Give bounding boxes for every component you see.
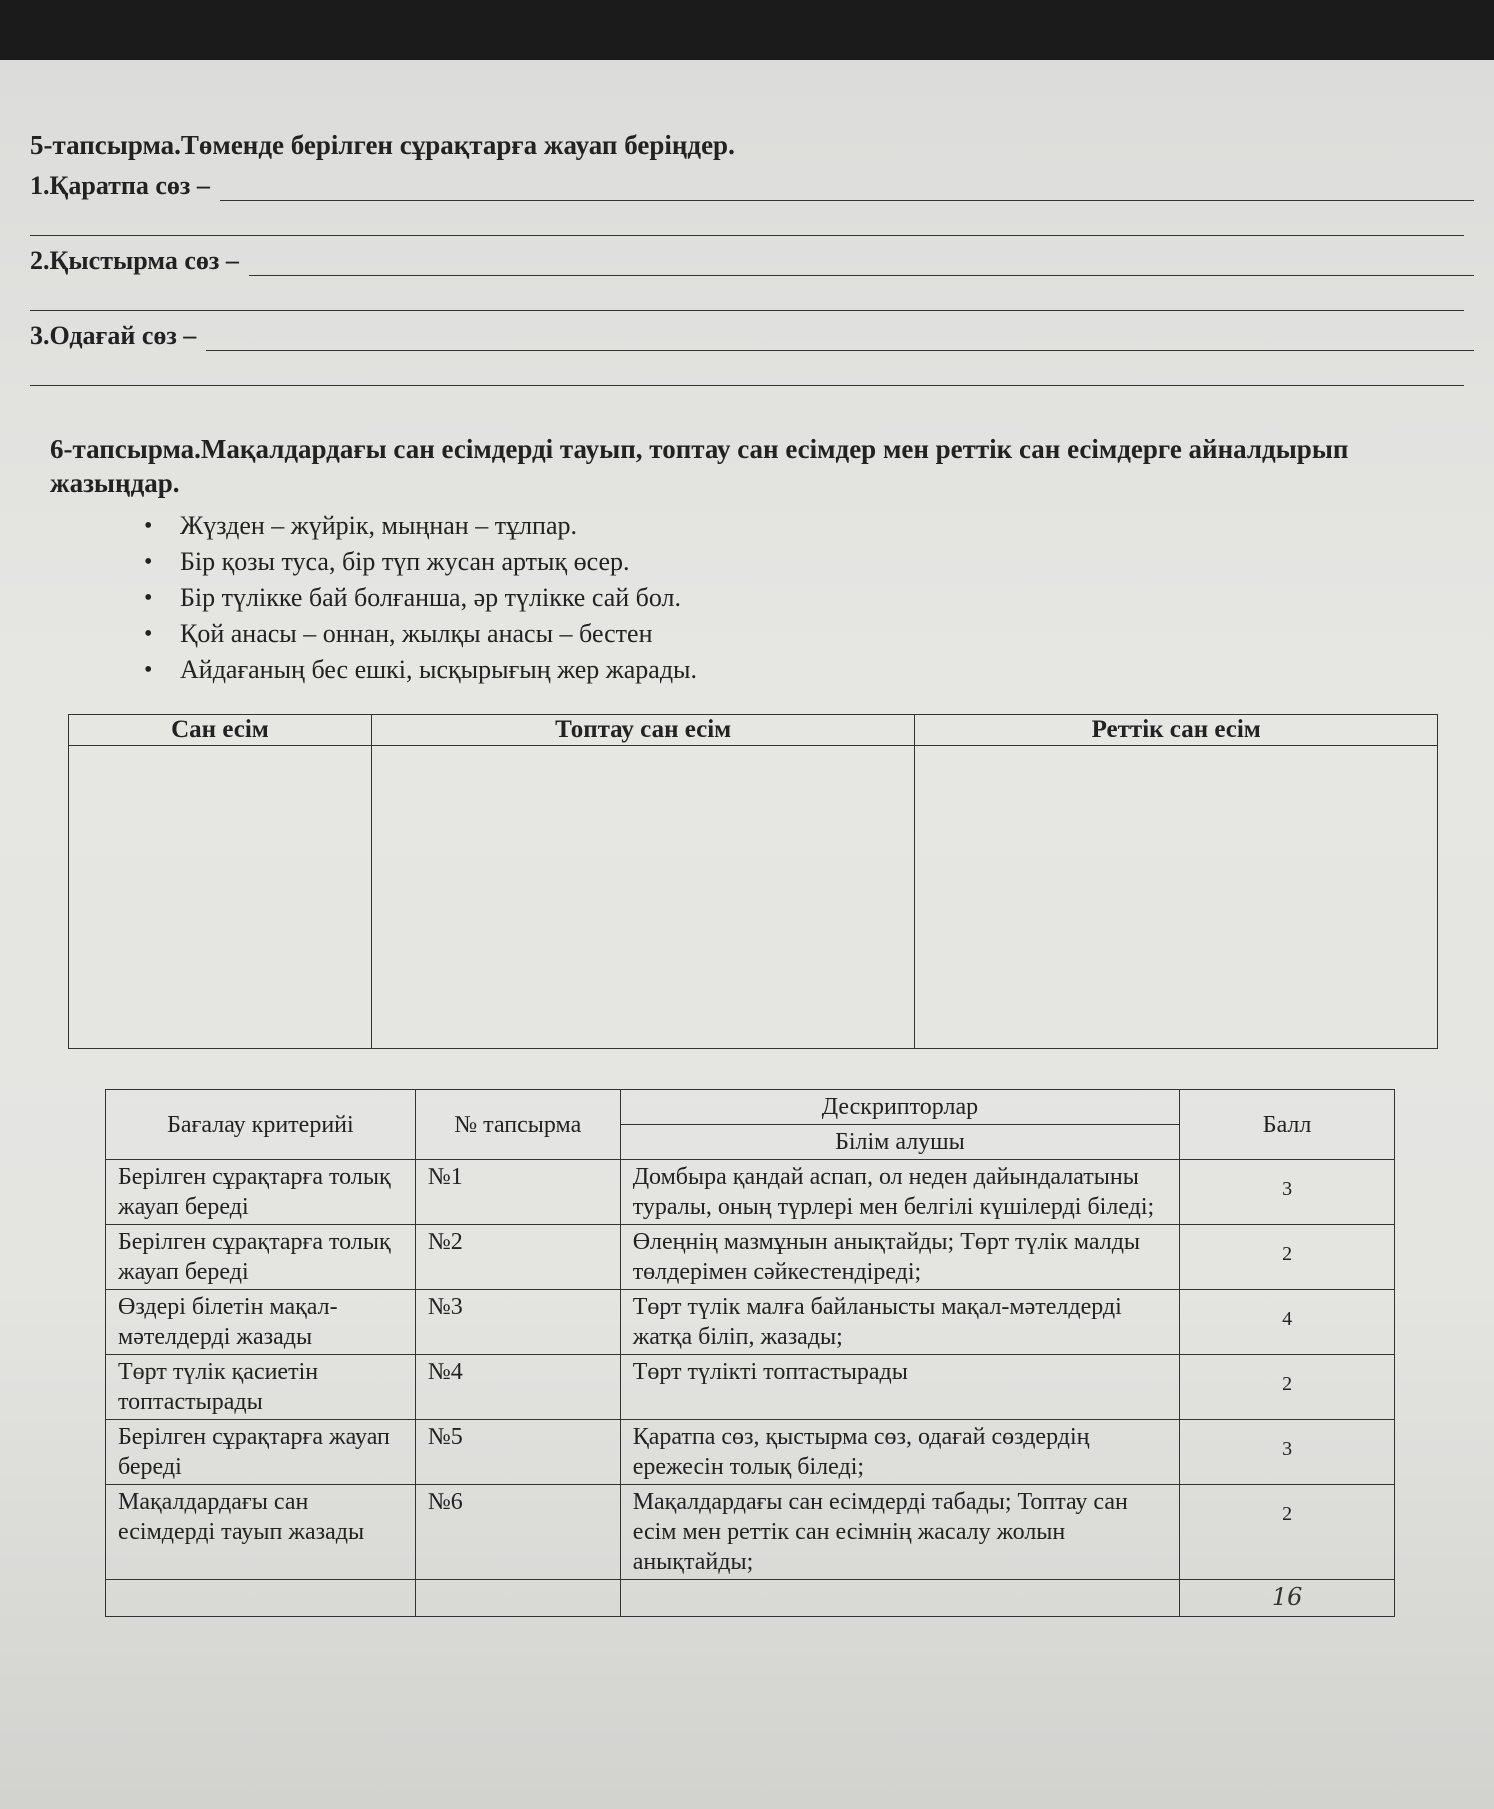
empty-cell: [106, 1580, 416, 1617]
numeral-table: [68, 714, 1438, 1049]
answer-line[interactable]: [220, 178, 1474, 201]
question-1-label: 1.Қаратпа сөз –: [30, 171, 210, 200]
answer-line[interactable]: [249, 253, 1474, 276]
proverb-item: • Қой анасы – оннан, жылқы анасы – бестен: [180, 616, 1474, 652]
criteria-table: [105, 1089, 1395, 1617]
table-row: [106, 1420, 1395, 1485]
score-cell: 3: [1180, 1420, 1395, 1485]
question-1: [30, 171, 1474, 201]
criterion-cell: Берілген сұрақтарға жауап береді: [106, 1420, 416, 1485]
descriptor-cell: Өлеңнің мазмұнын анықтайды; Төрт түлік малды төлдерімен сәйкестендіреді;: [620, 1225, 1179, 1290]
table-row: [106, 1290, 1395, 1355]
total-score: 16: [1180, 1580, 1395, 1617]
answer-line[interactable]: [30, 201, 1464, 236]
task-no-cell: №1: [415, 1160, 620, 1225]
answer-cell[interactable]: [69, 746, 372, 1049]
task-no-cell: №4: [415, 1355, 620, 1420]
table-row: [106, 1225, 1395, 1290]
answer-cell[interactable]: [915, 746, 1438, 1049]
question-3-label: 3.Одағай сөз –: [30, 321, 197, 350]
task-no-cell: №6: [415, 1485, 620, 1580]
criterion-cell: Төрт түлік қасиетін топтастырады: [106, 1355, 416, 1420]
task-no-cell: №2: [415, 1225, 620, 1290]
table-row: [106, 1485, 1395, 1580]
criterion-cell: Өздері білетін мақал-мәтелдерді жазады: [106, 1290, 416, 1355]
header-score: Балл: [1180, 1090, 1395, 1160]
descriptor-cell: Мақалдардағы сан есімдерді табады; Топтау сан есім мен реттік сан есімнің жасалу жолын анықтайды;: [620, 1485, 1179, 1580]
criterion-cell: Берілген сұрақтарға толық жауап береді: [106, 1160, 416, 1225]
descriptor-cell: Қаратпа сөз, қыстырма сөз, одағай сөздердің ережесін толық біледі;: [620, 1420, 1179, 1485]
descriptor-cell: Домбыра қандай аспап, ол неден дайындалатыны туралы, оның түрлері мен белгілі күшілерді біледі;: [620, 1160, 1179, 1225]
task-no-cell: №5: [415, 1420, 620, 1485]
question-3: [30, 321, 1474, 351]
descriptor-cell: Төрт түлік малға байланысты мақал-мәтелдерді жатқа біліп, жазады;: [620, 1290, 1179, 1355]
total-row: [106, 1580, 1395, 1617]
header-criterion: Бағалау критерийі: [106, 1090, 416, 1160]
answer-line[interactable]: [30, 351, 1464, 386]
answer-line[interactable]: [30, 276, 1464, 311]
question-2-label: 2.Қыстырма сөз –: [30, 246, 239, 275]
table-row: [106, 1160, 1395, 1225]
proverb-item: • Айдағаның бес ешкі, ысқырығың жер жарады.: [180, 652, 1474, 688]
proverb-item: • Жүзден – жүйрік, мыңнан – тұлпар.: [180, 508, 1474, 544]
column-header-numeral: Сан есім: [69, 715, 372, 746]
worksheet-page: [0, 60, 1494, 1809]
score-cell: 3: [1180, 1160, 1395, 1225]
task6-section: [30, 432, 1474, 1049]
proverb-list: [30, 508, 1474, 688]
score-cell: 4: [1180, 1290, 1395, 1355]
empty-cell: [620, 1580, 1179, 1617]
column-header-collective: Топтау сан есім: [371, 715, 915, 746]
descriptor-cell: Төрт түлікті топтастырады: [620, 1355, 1179, 1420]
task-no-cell: №3: [415, 1290, 620, 1355]
task5-heading: 5-тапсырма.Төменде берілген сұрақтарға жауап беріңдер.: [30, 130, 735, 160]
question-2: [30, 246, 1474, 276]
criterion-cell: Берілген сұрақтарға толық жауап береді: [106, 1225, 416, 1290]
score-cell: 2: [1180, 1355, 1395, 1420]
table-row: [106, 1355, 1395, 1420]
header-descriptors: Дескрипторлар: [620, 1090, 1179, 1125]
criterion-cell: Мақалдардағы сан есімдерді тауып жазады: [106, 1485, 416, 1580]
score-cell: 2: [1180, 1485, 1395, 1580]
answer-line[interactable]: [206, 328, 1474, 351]
answer-cell[interactable]: [371, 746, 915, 1049]
proverb-item: • Бір қозы туса, бір түп жусан артық өсер.: [180, 544, 1474, 580]
empty-cell: [415, 1580, 620, 1617]
header-learner: Білім алушы: [620, 1125, 1179, 1160]
proverb-item: • Бір түлікке бай болғанша, әр түлікке сай бол.: [180, 580, 1474, 616]
header-task-no: № тапсырма: [415, 1090, 620, 1160]
score-cell: 2: [1180, 1225, 1395, 1290]
column-header-ordinal: Реттік сан есім: [915, 715, 1438, 746]
task6-heading: 6-тапсырма.Мақалдардағы сан есімдерді тауып, топтау сан есімдер мен реттік сан есімдерге айналдырып жазыңдар.: [50, 434, 1349, 498]
